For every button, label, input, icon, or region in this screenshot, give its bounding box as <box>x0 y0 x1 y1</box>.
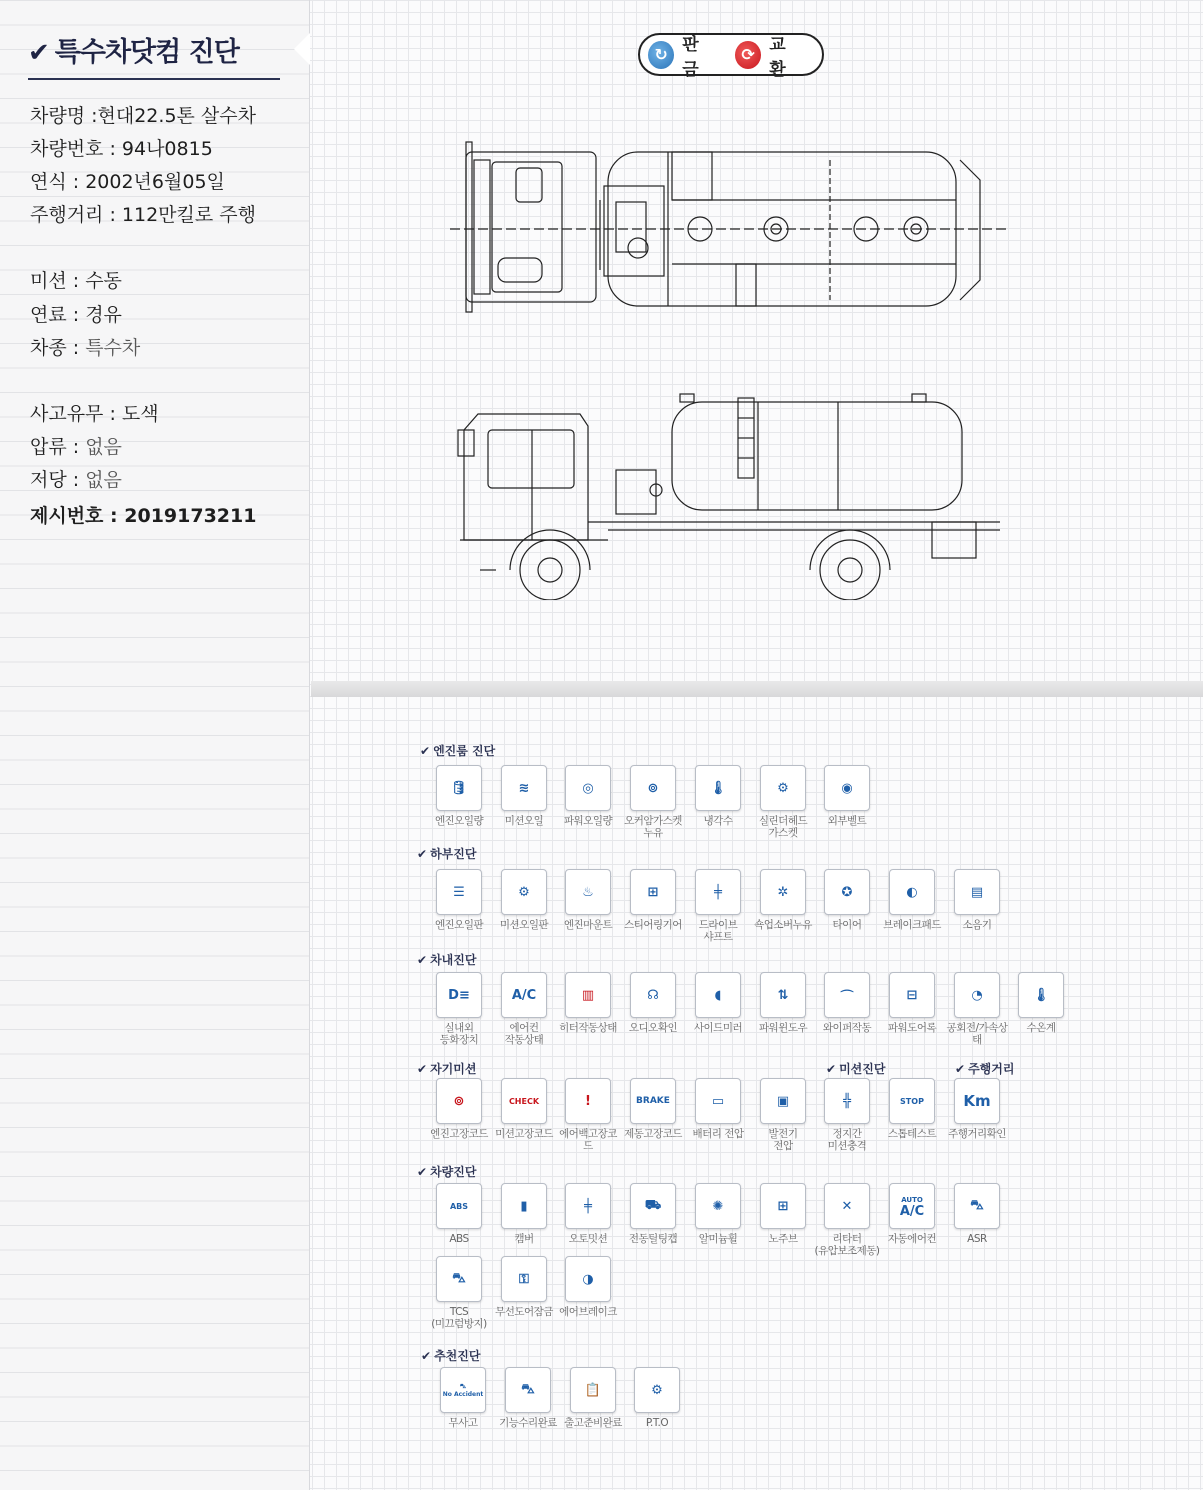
diag-wiper[interactable]: ⌒ 와이퍼작동 <box>814 972 880 1034</box>
axle-icon: ╪ <box>695 869 741 915</box>
heater-icon: ▥ <box>565 972 611 1018</box>
diag-transmission-oil[interactable]: ≋ 미션오일 <box>491 765 557 827</box>
car-front-icon: ⊞ <box>760 1183 806 1229</box>
info-fuel: 연료 : 경유 <box>30 304 122 326</box>
alloy-wheel-icon: ✺ <box>695 1183 741 1229</box>
chassis-icon: ╪ <box>565 1183 611 1229</box>
diag-tilting-cab[interactable]: ⛟ 전동틸팅캡 <box>620 1183 686 1245</box>
diag-engine-oil[interactable]: 🛢 엔진오일량 <box>426 765 492 827</box>
info-plate-number: 차량번호 : 94나0815 <box>30 138 213 160</box>
door-lock-icon: ⊟ <box>889 972 935 1018</box>
diag-tcs[interactable]: ⛍ TCS (미끄럼방지) <box>426 1256 492 1330</box>
wrench-icon: ↻ <box>648 41 674 69</box>
info-transmission: 미션 : 수동 <box>30 270 122 292</box>
diag-power-door-lock[interactable]: ⊟ 파워도어록 <box>879 972 945 1034</box>
info-seizure: 압류 : 없음 <box>30 436 122 458</box>
section-recommend-title: ✔ 추천진단 <box>421 1349 481 1363</box>
sheet-metal-button[interactable]: ↻ 판금 <box>648 30 713 80</box>
gear-shift-icon: ⊞ <box>630 869 676 915</box>
section-mission-title: ✔ 미션진단 <box>826 1062 886 1076</box>
info-mileage: 주행거리 : 112만킬로 주행 <box>30 204 256 226</box>
diag-keyless-lock[interactable]: ⚿ 무선도어잠금 <box>491 1256 557 1318</box>
diag-asr[interactable]: ⛍ ASR <box>944 1183 1010 1245</box>
diag-external-belt[interactable]: ◉ 외부벨트 <box>814 765 880 827</box>
headlight-icon: D≡ <box>436 972 482 1018</box>
clipboard-check-icon: 📋 <box>570 1367 616 1413</box>
truck-diagram <box>440 130 1010 600</box>
cross-icon: ✕ <box>824 1183 870 1229</box>
diag-engine-code[interactable]: ⊚ 엔진고장코드 <box>426 1078 492 1140</box>
truck-side-view <box>458 394 1000 600</box>
brake-warning-icon: BRAKE <box>630 1078 676 1124</box>
diag-coolant[interactable]: 🌡 냉각수 <box>685 765 751 827</box>
panel-title: ✔ 특수차닷컴 진단 <box>28 30 280 80</box>
diag-shock-absorber[interactable]: ✲ 쇽업소버누유 <box>750 869 816 931</box>
diag-audio[interactable]: ☊ 오디오확인 <box>620 972 686 1034</box>
vehicle-info-panel <box>0 0 310 1490</box>
gasket-drop-icon: ⊚ <box>630 765 676 811</box>
pto-icon: ⚙ <box>634 1367 680 1413</box>
diag-drive-shaft[interactable]: ╪ 드라이브 샤프트 <box>685 869 751 943</box>
drivetrain-icon: ╬ <box>824 1078 870 1124</box>
info-listing-number: 제시번호 : 2019173211 <box>30 505 257 527</box>
diag-auto-aircon[interactable]: AUTO A/C 자동에어컨 <box>879 1183 945 1245</box>
diag-rocker-gasket[interactable]: ⊚ 오커암가스켓 누유 <box>620 765 686 839</box>
section-divider <box>311 681 1203 697</box>
brake-disc-icon: ◐ <box>889 869 935 915</box>
diag-engine-mount[interactable]: ♨ 엔진마운트 <box>555 869 621 931</box>
diag-stop-shock[interactable]: ╬ 정지간 미션충격 <box>814 1078 880 1152</box>
gauge-icon: ◔ <box>954 972 1000 1018</box>
diag-auto-transmission[interactable]: ╪ 오토밋션 <box>555 1183 621 1245</box>
diag-brake-pad[interactable]: ◐ 브레이크패드 <box>879 869 945 931</box>
diag-aircon[interactable]: A/C 에어컨 작동상태 <box>491 972 557 1046</box>
section-mileage-title: ✔ 주행거리 <box>955 1062 1015 1076</box>
check-icon: ✔ <box>28 38 49 68</box>
repair-legend <box>638 33 824 80</box>
diag-airbag-code[interactable]: ! 에어백고장코드 <box>555 1078 621 1152</box>
diag-air-brake[interactable]: ◑ 에어브레이크 <box>555 1256 621 1318</box>
diag-idle-accel[interactable]: ◔ 공회전/가속상태 <box>944 972 1010 1046</box>
power-window-icon: ⇅ <box>760 972 806 1018</box>
section-engine-title: ✔ 엔진룸 진단 <box>420 744 496 758</box>
stop-test-icon: STOP <box>889 1078 935 1124</box>
section-interior-title: ✔ 차내진단 <box>417 953 477 967</box>
diag-battery[interactable]: ▭ 배터리 전압 <box>685 1078 751 1140</box>
info-vehicle-type: 차종 : 특수차 <box>30 337 141 359</box>
diag-alternator[interactable]: ▣ 발전기 전압 <box>750 1078 816 1152</box>
cylinder-head-icon: ⚙ <box>760 765 806 811</box>
diag-abs[interactable]: ABS ABS <box>426 1183 492 1245</box>
diag-lights[interactable]: D≡ 실내외 등화장치 <box>426 972 492 1046</box>
side-mirror-icon: ◖ <box>695 972 741 1018</box>
section-vehicle-title: ✔ 차량진단 <box>417 1165 477 1179</box>
exchange-button[interactable]: ⟳ 교환 <box>735 30 800 80</box>
aircon-icon: A/C <box>501 972 547 1018</box>
diag-repair-complete[interactable]: ⛍ 기능수리완료 <box>495 1367 561 1429</box>
info-vehicle-name: 차량명 :현대22.5톤 살수차 <box>30 105 256 127</box>
check-engine-icon: CHECK <box>501 1078 547 1124</box>
refresh-icon: ⟳ <box>735 41 761 69</box>
diag-pto[interactable]: ⚙ P.T.O <box>624 1367 690 1429</box>
section-under-title: ✔ 하부진단 <box>417 847 477 861</box>
oil-can-icon: 🛢 <box>436 765 482 811</box>
diag-transmission-oil-pan[interactable]: ⚙ 미션오일판 <box>491 869 557 931</box>
shock-absorber-icon: ✲ <box>760 869 806 915</box>
diag-mileage-check[interactable]: Km 주행거리확인 <box>944 1078 1010 1140</box>
diag-cylinder-head[interactable]: ⚙ 실린더헤드 가스켓 <box>750 765 816 839</box>
engine-mount-icon: ♨ <box>565 869 611 915</box>
diag-temperature-gauge[interactable]: 🌡 수온계 <box>1008 972 1074 1034</box>
info-mortgage: 저당 : 없음 <box>30 469 122 491</box>
diag-tire[interactable]: ✪ 타이어 <box>814 869 880 931</box>
diag-muffler[interactable]: ▤ 소음기 <box>944 869 1010 931</box>
info-accident: 사고유무 : 도색 <box>30 403 159 425</box>
diag-no-accident[interactable]: ⛍ No Accident 무사고 <box>430 1367 496 1429</box>
warning-circle-icon: ⊚ <box>436 1078 482 1124</box>
km-icon: Km <box>954 1078 1000 1124</box>
asr-icon: ⛍ <box>954 1183 1000 1229</box>
headset-icon: ☊ <box>630 972 676 1018</box>
thermometer-wave-icon: ≋ <box>501 765 547 811</box>
battery-icon: ▭ <box>695 1078 741 1124</box>
airbag-icon: ! <box>565 1078 611 1124</box>
no-accident-icon: ⛍ No Accident <box>440 1367 486 1413</box>
car-check-icon: ⛍ <box>505 1367 551 1413</box>
diag-heater[interactable]: ▥ 히터작동상태 <box>555 972 621 1034</box>
diag-power-window[interactable]: ⇅ 파워윈도우 <box>750 972 816 1034</box>
wiper-icon: ⌒ <box>824 972 870 1018</box>
diag-engine-oil-pan[interactable]: ☰ 엔진오일판 <box>426 869 492 931</box>
radiator-icon: ☰ <box>436 869 482 915</box>
steering-wheel-icon: ◎ <box>565 765 611 811</box>
diag-brake-code[interactable]: BRAKE 제동고장코드 <box>620 1078 686 1140</box>
tilting-cab-icon: ⛟ <box>630 1183 676 1229</box>
abs-icon: ABS <box>436 1183 482 1229</box>
tire-icon: ✪ <box>824 869 870 915</box>
diag-camber[interactable]: ▮ 캠버 <box>491 1183 557 1245</box>
key-icon: ⚿ <box>501 1256 547 1302</box>
diag-power-oil[interactable]: ◎ 파워오일량 <box>555 765 621 827</box>
temp-gauge-icon: 🌡 <box>1018 972 1064 1018</box>
gear-box-icon: ⚙ <box>501 869 547 915</box>
diag-transmission-code[interactable]: CHECK 미션고장코드 <box>491 1078 557 1140</box>
diag-alloy-wheel[interactable]: ✺ 알미늄휠 <box>685 1183 751 1245</box>
diag-retarder[interactable]: ✕ 리타터 (유압보조제동) <box>814 1183 880 1257</box>
diag-side-mirror[interactable]: ◖ 사이드미러 <box>685 972 751 1034</box>
belt-icon: ◉ <box>824 765 870 811</box>
tcs-icon: ⛍ <box>436 1256 482 1302</box>
diag-ready-release[interactable]: 📋 출고준비완료 <box>560 1367 626 1429</box>
alternator-icon: ▣ <box>760 1078 806 1124</box>
info-year: 연식 : 2002년6월05일 <box>30 171 225 193</box>
diag-stop-test[interactable]: STOP 스톱테스트 <box>879 1078 945 1140</box>
air-brake-icon: ◑ <box>565 1256 611 1302</box>
coolant-icon: 🌡 <box>695 765 741 811</box>
diag-nozzle[interactable]: ⊞ 노주브 <box>750 1183 816 1245</box>
section-self-title: ✔ 자기미션 <box>417 1062 477 1076</box>
diag-steering-gear[interactable]: ⊞ 스티어링기어 <box>620 869 686 931</box>
panel-notch <box>294 33 310 65</box>
auto-ac-icon: AUTO A/C <box>889 1183 935 1229</box>
muffler-icon: ▤ <box>954 869 1000 915</box>
truck-top-view <box>450 142 1010 312</box>
camber-icon: ▮ <box>501 1183 547 1229</box>
